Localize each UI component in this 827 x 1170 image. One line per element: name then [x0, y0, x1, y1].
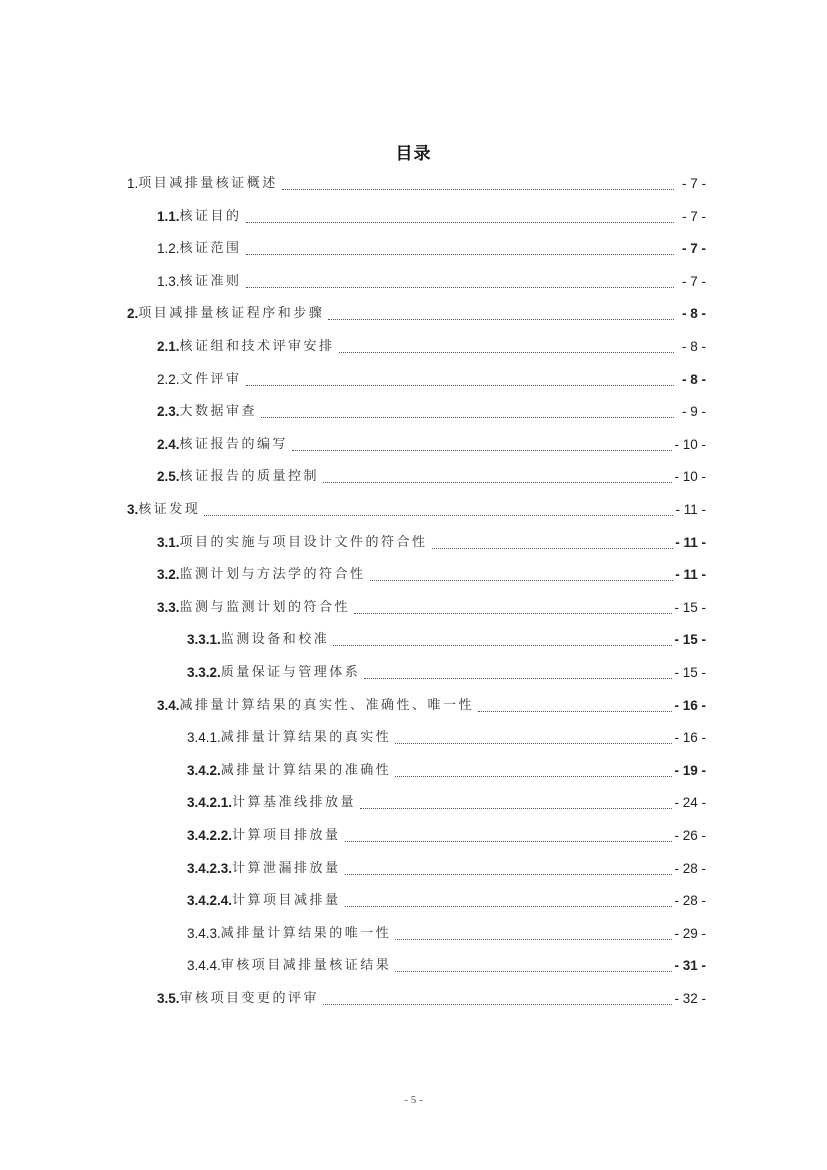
toc-entry-number: 3.4.2. — [187, 762, 221, 778]
toc-entry[interactable] — [187, 953, 706, 979]
toc-entry-title: 计算项目减排量 — [232, 893, 341, 909]
toc-entry-page-number: - 29 - — [674, 925, 706, 941]
toc-entry-page-number: - 15 - — [674, 599, 706, 615]
dot-leader — [246, 254, 674, 255]
dot-leader — [333, 645, 672, 646]
toc-entry-page-number: - 26 - — [674, 828, 706, 843]
dot-leader — [261, 417, 674, 418]
toc-entry-page-number: - 11 - — [675, 567, 706, 583]
toc-entry-number: 3.4.2.4. — [187, 893, 233, 909]
toc-entry[interactable] — [157, 595, 706, 621]
toc-entry-number: 1.1. — [157, 208, 180, 224]
toc-entry-page-number: - 32 - — [674, 991, 706, 1006]
toc-entry-title: 监测与监测计划的符合性 — [179, 599, 351, 615]
toc-entry-number: 3.5. — [157, 991, 180, 1006]
toc-entry[interactable] — [187, 888, 706, 914]
dot-leader — [478, 711, 672, 712]
toc-entry-page-number: - 19 - — [674, 762, 706, 778]
toc-entry-page-number: - 31 - — [674, 958, 706, 974]
toc-entry[interactable] — [157, 367, 706, 393]
toc-entry-page-number: - 28 - — [674, 893, 706, 909]
toc-entry[interactable] — [157, 464, 706, 490]
toc-entry[interactable] — [127, 171, 706, 197]
toc-entry-number: 3. — [127, 502, 139, 517]
toc-entry-number: 3.4.3. — [187, 925, 221, 941]
toc-entry-page-number: - 24 - — [674, 795, 706, 811]
dot-leader — [395, 743, 672, 744]
dot-leader — [323, 482, 672, 483]
dot-leader — [323, 1004, 672, 1005]
toc-entry-title: 质量保证与管理体系 — [220, 665, 361, 680]
toc-entry-title: 核证报告的编写 — [179, 436, 289, 452]
toc-entry-number: 2.5. — [157, 469, 180, 485]
toc-entry-page-number: - 7 - — [681, 176, 706, 191]
toc-entry-number: 3.1. — [157, 534, 180, 550]
toc-entry[interactable] — [187, 725, 706, 751]
dot-leader — [345, 874, 673, 875]
toc-entry-number: 2.3. — [157, 404, 180, 420]
toc-entry-title: 项目减排量核证程序和步骤 — [138, 306, 325, 322]
toc-entry-title: 项目的实施与项目设计文件的符合性 — [179, 534, 428, 550]
toc-entry-number: 2. — [127, 306, 139, 322]
toc-entry-number: 3.3. — [157, 599, 180, 615]
toc-entry-title: 减排量计算结果的真实性 — [220, 730, 392, 746]
toc-entry-title: 大数据审查 — [179, 404, 258, 420]
dot-leader — [339, 352, 674, 353]
toc-entry-number: 2.2. — [157, 371, 180, 387]
toc-entry-title: 核证准则 — [179, 273, 242, 289]
toc-entry[interactable] — [157, 693, 706, 719]
dot-leader — [345, 906, 673, 907]
toc-entry-number: 3.4. — [157, 697, 180, 713]
toc-entry-number: 2.1. — [157, 339, 180, 354]
toc-entry-number: 3.4.2.1. — [187, 795, 233, 811]
toc-entry-page-number: - 7 - — [681, 208, 706, 224]
toc-entry-number: 1. — [127, 176, 139, 191]
toc-entry-title: 核证目的 — [179, 208, 242, 224]
toc-entry[interactable] — [187, 790, 706, 816]
toc-entry[interactable] — [127, 497, 706, 523]
toc-entry-title: 核证发现 — [138, 502, 201, 517]
toc-entry[interactable] — [157, 399, 706, 425]
dot-leader — [432, 548, 674, 549]
toc-entry-title: 计算基准线排放量 — [232, 795, 357, 811]
toc-entry-page-number: - 11 - — [675, 502, 706, 517]
toc-entry-page-number: - 16 - — [674, 697, 706, 713]
toc-entry-page-number: - 8 - — [681, 306, 706, 322]
toc-entry-page-number: - 7 - — [681, 241, 706, 257]
toc-entry-title: 监测计划与方法学的符合性 — [179, 567, 366, 583]
toc-entry-number: 3.4.4. — [187, 958, 221, 974]
toc-entry-page-number: - 16 - — [674, 730, 706, 746]
toc-entry-page-number: - 28 - — [674, 860, 706, 876]
toc-entry-title: 审核项目减排量核证结果 — [220, 958, 392, 974]
toc-entry-title: 减排量计算结果的准确性 — [220, 762, 392, 778]
dot-leader — [360, 808, 672, 809]
toc-entry-number: 3.4.1. — [187, 730, 221, 746]
toc-entry-number: 2.4. — [157, 436, 180, 452]
toc-entry[interactable] — [157, 530, 706, 556]
toc-entry[interactable] — [157, 334, 706, 360]
dot-leader — [328, 319, 674, 320]
toc-entry-number: 3.4.2.2. — [187, 828, 233, 843]
toc-entry-page-number: - 15 - — [674, 632, 706, 648]
dot-leader — [246, 222, 674, 223]
toc-entry-title: 计算项目排放量 — [232, 828, 341, 843]
toc-entry[interactable] — [157, 432, 706, 458]
toc-entry-title: 监测设备和校准 — [220, 632, 330, 648]
dot-leader — [364, 678, 672, 679]
toc-entry[interactable] — [187, 758, 706, 784]
toc-entry-page-number: - 10 - — [674, 436, 706, 452]
toc-entry-title: 减排量计算结果的真实性、准确性、唯一性 — [179, 697, 475, 713]
dot-leader — [246, 287, 674, 288]
toc-entry[interactable] — [187, 823, 706, 849]
toc-entry-page-number: - 11 - — [675, 534, 706, 550]
dot-leader — [204, 515, 673, 516]
dot-leader — [246, 385, 674, 386]
dot-leader — [370, 580, 674, 581]
toc-title: 目录 — [395, 144, 432, 164]
toc-entry-title: 减排量计算结果的唯一性 — [220, 925, 392, 941]
toc-entry-title: 项目减排量核证概述 — [138, 176, 278, 191]
toc-entry-number: 1.2. — [157, 241, 180, 257]
toc-entry-title: 计算泄漏排放量 — [232, 860, 341, 876]
toc-entry-number: 1.3. — [157, 273, 180, 289]
toc-entry[interactable] — [187, 660, 706, 686]
dot-leader — [395, 776, 672, 777]
toc-entry-title: 核证报告的质量控制 — [179, 469, 320, 485]
toc-entry-title: 核证范围 — [179, 241, 242, 257]
toc-entry-page-number: - 10 - — [674, 469, 706, 485]
toc-entry[interactable] — [187, 921, 706, 947]
page-number-footer: - 5 - — [404, 1094, 423, 1106]
toc-entry-number: 3.3.1. — [187, 632, 221, 648]
toc-entry-title: 审核项目变更的评审 — [179, 991, 320, 1006]
dot-leader — [354, 613, 672, 614]
toc-entry-number: 3.3.2. — [187, 665, 221, 680]
toc-entry[interactable] — [157, 236, 706, 262]
toc-entry[interactable] — [157, 204, 706, 230]
toc-entry-page-number: - 7 - — [681, 273, 706, 289]
toc-entry[interactable] — [157, 986, 706, 1012]
toc-entry[interactable] — [187, 627, 706, 653]
toc-entry-number: 3.2. — [157, 567, 180, 583]
dot-leader — [292, 450, 672, 451]
dot-leader — [395, 939, 672, 940]
dot-leader — [282, 189, 674, 190]
toc-entry-page-number: - 9 - — [681, 404, 706, 420]
toc-entry[interactable] — [127, 301, 706, 327]
dot-leader — [395, 971, 672, 972]
toc-entry-page-number: - 15 - — [674, 665, 706, 680]
toc-entry-page-number: - 8 - — [681, 371, 706, 387]
toc-entry-title: 文件评审 — [179, 371, 242, 387]
toc-entry[interactable] — [157, 269, 706, 295]
toc-entry-title: 核证组和技术评审安排 — [179, 339, 335, 354]
toc-entry-page-number: - 8 - — [681, 339, 706, 354]
toc-entry[interactable] — [157, 562, 706, 588]
dot-leader — [345, 841, 673, 842]
toc-entry[interactable] — [187, 856, 706, 882]
toc-entry-number: 3.4.2.3. — [187, 860, 233, 876]
